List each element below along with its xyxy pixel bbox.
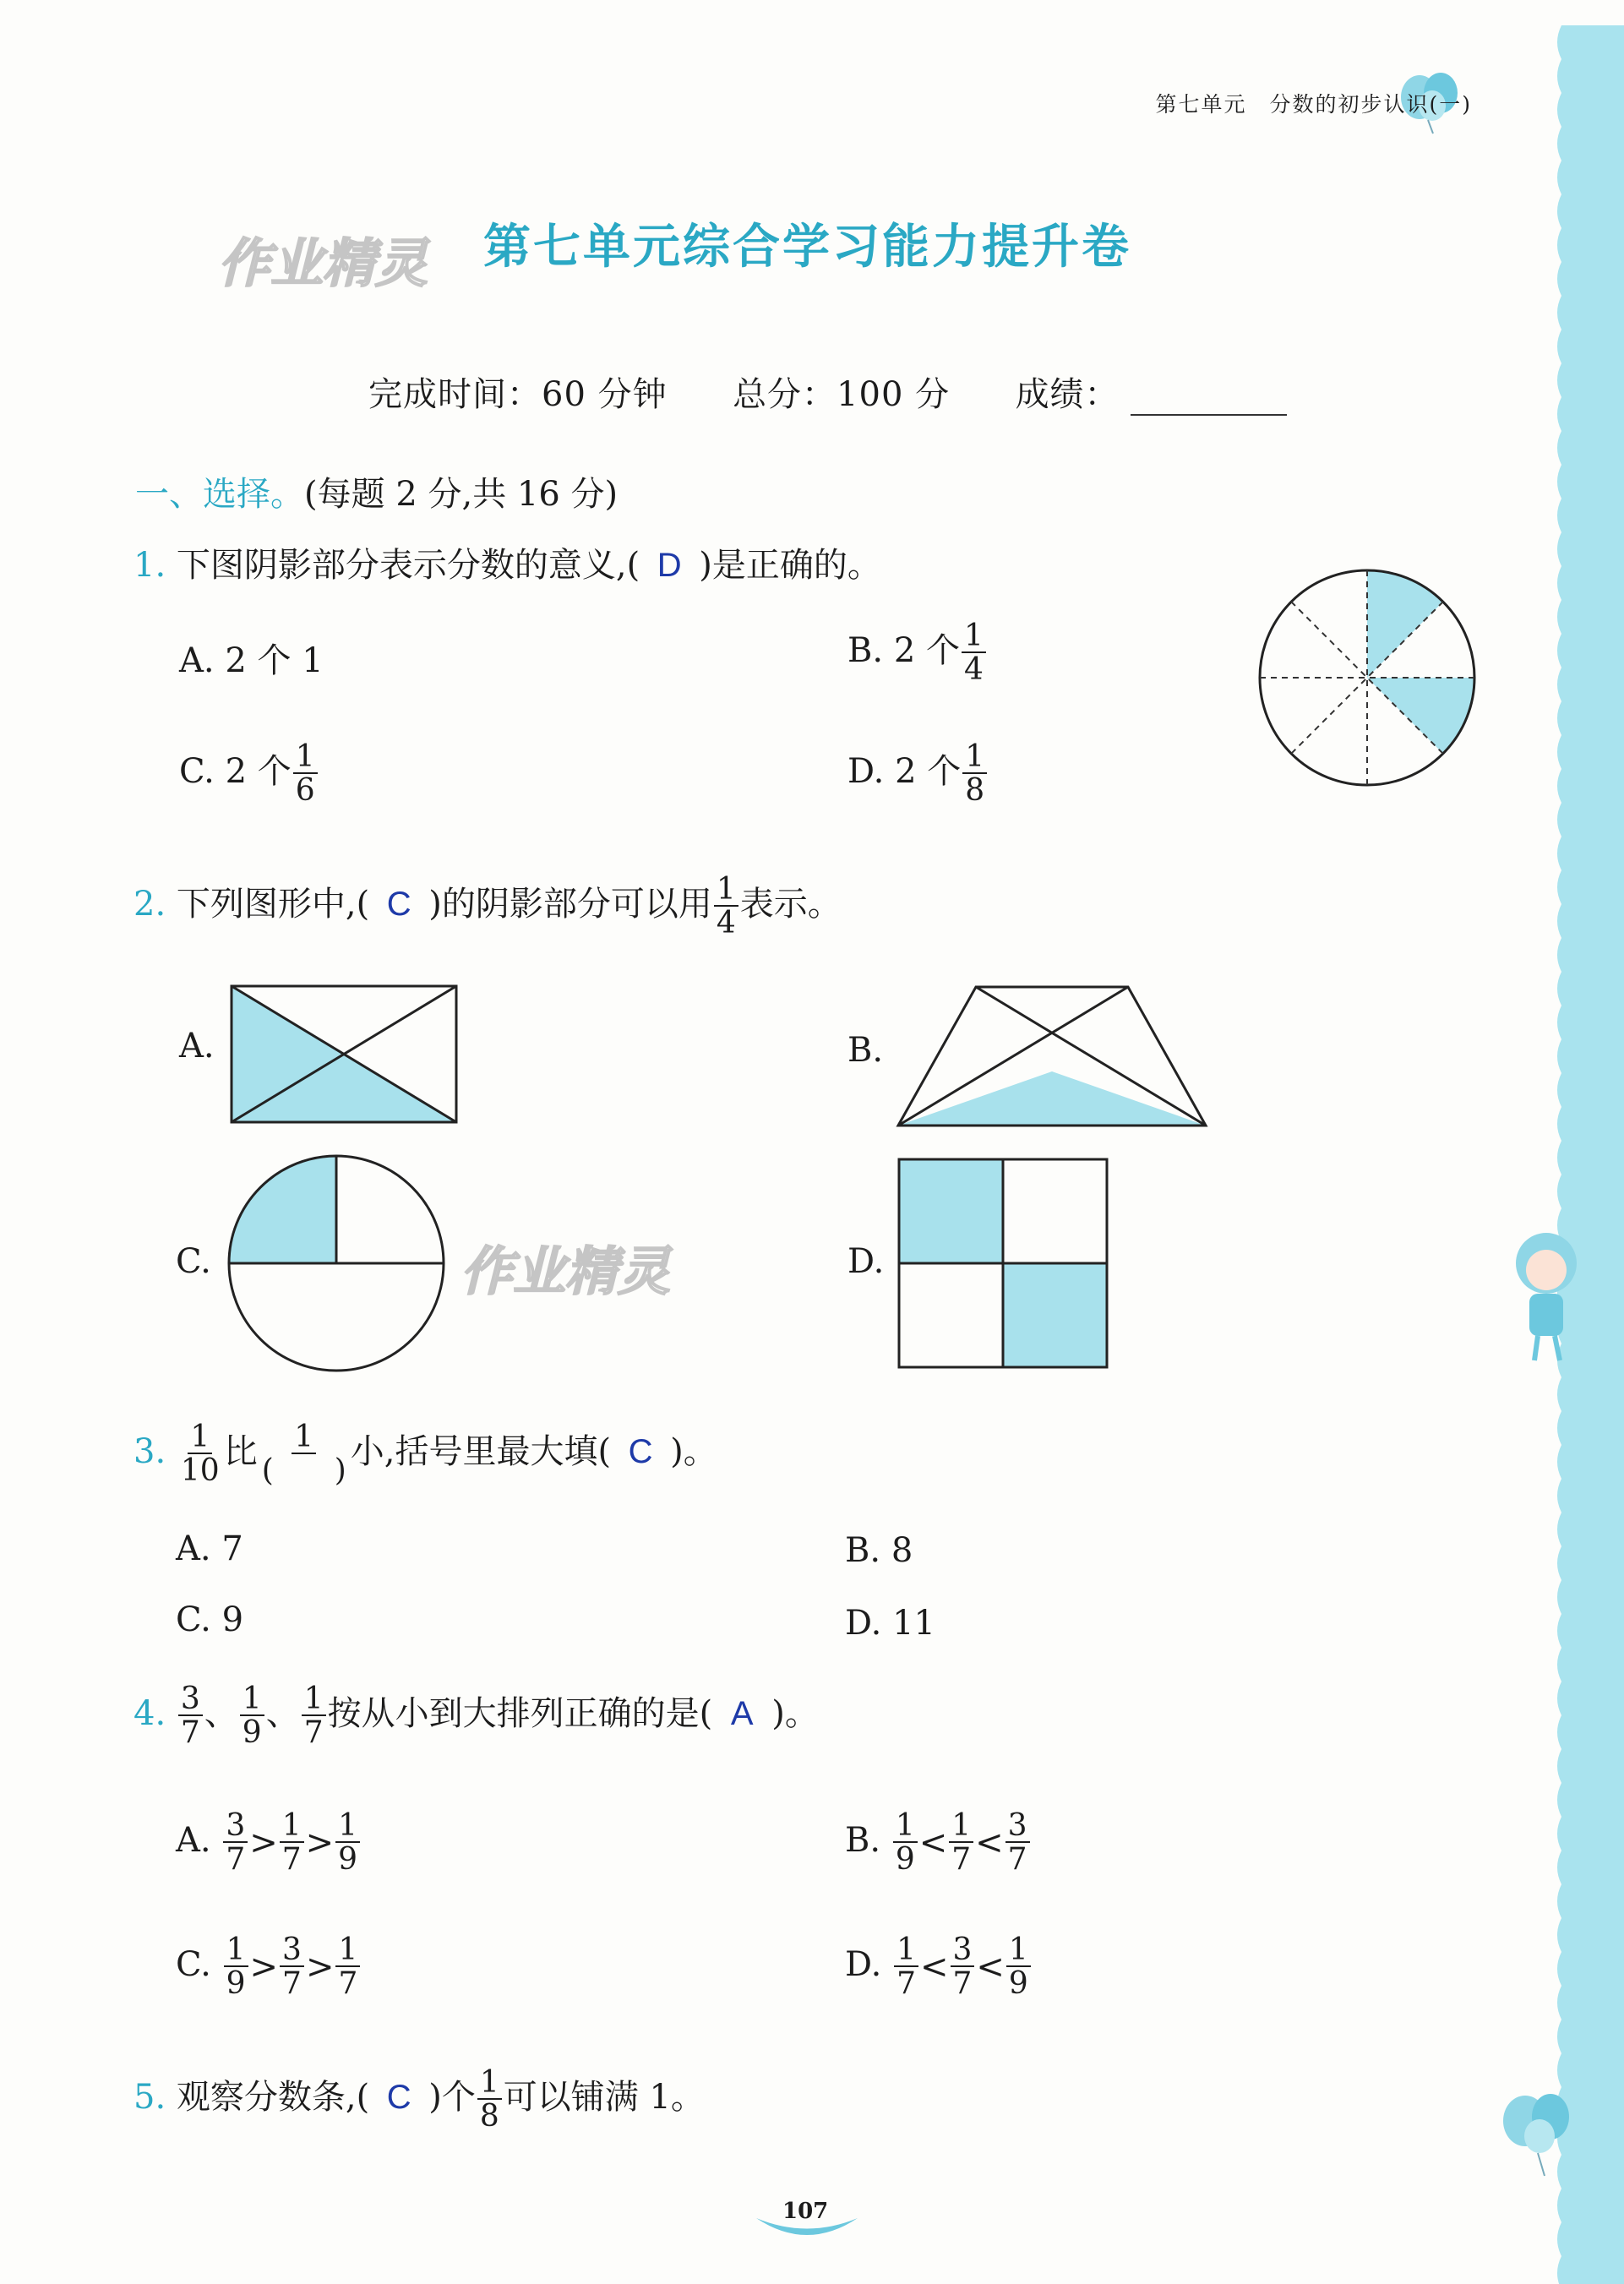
option-label: B. 2 个 (847, 631, 960, 670)
answer-blank[interactable]: C (386, 2079, 411, 2116)
option-b[interactable]: B. $\frac{1}{9}$ < $\frac{1}{7}$ < $\frac{3}{7}$ (845, 1811, 1032, 1875)
option-d[interactable]: D. 11 (845, 1604, 935, 1643)
question-text: 观察分数条,( (176, 2078, 370, 2117)
option-c[interactable]: C. 9 (176, 1600, 244, 1639)
question-4: 4. $\frac{3}{7}$ 、 $\frac{1}{9}$ 、 $\frac{1}{7}$ 按从小到大排列正确的是( A )。 (134, 1682, 819, 1750)
option-d[interactable] (847, 739, 989, 808)
watermark-logo: 作业精灵 (218, 232, 428, 294)
question-number: 1. (134, 546, 166, 585)
option-label: A. 2 个 1 (179, 641, 324, 680)
fraction: $\frac{1}{10}$ (180, 1420, 220, 1488)
answer-blank[interactable]: D (657, 547, 682, 584)
question-number: 2. (134, 885, 166, 924)
watermark-logo: 作业精灵 (460, 1240, 671, 1302)
score-label: 成绩： (1015, 375, 1120, 414)
balloon-icon (1496, 2087, 1580, 2180)
answer-blank[interactable]: A (730, 1695, 754, 1732)
question-1 (134, 538, 881, 586)
question-text: )。 (771, 1694, 819, 1733)
question-text: )个 (428, 2078, 476, 2117)
question-3 (134, 1422, 717, 1486)
score-blank[interactable] (1131, 387, 1287, 416)
square-quarters-figure[interactable] (897, 1158, 1109, 1369)
question-number: 5. (134, 2078, 166, 2117)
girl-mascot-icon (1504, 1221, 1597, 1365)
option-b[interactable]: B. 8 (845, 1531, 913, 1570)
side-decor-band (1565, 25, 1624, 2284)
question-text: 比 (223, 1432, 258, 1471)
fraction: $\frac{1}{9}$ (240, 1684, 264, 1748)
fraction: $\frac{1}{4}$ (962, 621, 986, 685)
question-text: )是正确的。 (699, 546, 881, 585)
option-c[interactable]: C. $\frac{1}{9}$ > $\frac{3}{7}$ > $\frac{1}{7}$ (176, 1935, 362, 1999)
question-number: 4. (134, 1694, 166, 1733)
section-title: 一、选择。 (135, 475, 304, 514)
figure-label-d: D. (847, 1242, 885, 1281)
fraction: $\frac{1}{8}$ (477, 2068, 502, 2132)
question-number: 3. (134, 1432, 166, 1471)
answer-blank[interactable]: C (386, 886, 411, 923)
option-label: C. 2 个 (179, 752, 292, 791)
fraction: $\frac{1}{7}$ (302, 1684, 326, 1748)
time-text: 完成时间：60 分钟 (368, 375, 668, 414)
fraction: $\frac{3}{7}$ (178, 1684, 203, 1748)
section-heading (135, 467, 618, 515)
question-text: 表示。 (739, 885, 842, 924)
fraction: $\frac{1}{8}$ (962, 742, 987, 806)
trapezoid-diagonals-figure[interactable] (896, 984, 1208, 1128)
question-text: 下图阴影部分表示分数的意义,( (176, 546, 640, 585)
question-text: 按从小到大排列正确的是( (327, 1694, 713, 1733)
option-label: D. 2 个 (847, 752, 962, 791)
page-number: 107 (782, 2199, 829, 2224)
fraction: $\frac{1}{6}$ (293, 742, 318, 806)
fraction: $\frac{1}{4}$ (714, 875, 738, 939)
option-a[interactable]: A. 7 (176, 1529, 243, 1568)
question-text: 下列图形中,( (176, 885, 370, 924)
question-text: )的阴影部分可以用 (428, 885, 712, 924)
exam-info (368, 368, 1287, 416)
circle-eighths-figure (1257, 568, 1477, 788)
answer-blank[interactable]: C (628, 1433, 653, 1470)
question-text: 可以铺满 1。 (503, 2078, 705, 2117)
option-a[interactable]: A. $\frac{3}{7}$ > $\frac{1}{7}$ > $\frac{1}{9}$ (176, 1811, 362, 1875)
unit-header: 第七单元 分数的初步认识(一) (1155, 92, 1472, 117)
figure-label-c: C. (176, 1242, 211, 1281)
option-b[interactable] (847, 621, 988, 685)
option-a[interactable] (179, 634, 324, 682)
section-note: (每题 2 分,共 16 分) (304, 475, 619, 514)
question-2 (134, 872, 842, 940)
fraction-blank[interactable]: $\frac{1}{( )}$ (261, 1420, 346, 1488)
wavy-band-edge (1551, 25, 1568, 2284)
question-text: 小,括号里最大填( (350, 1432, 612, 1471)
figure-label-b: B. (847, 1031, 884, 1070)
circle-unequal-parts-figure[interactable] (226, 1153, 446, 1373)
question-5 (134, 2065, 705, 2134)
total-text: 总分：100 分 (733, 375, 951, 414)
option-d[interactable]: D. $\frac{1}{7}$ < $\frac{3}{7}$ < $\frac{1}{9}$ (845, 1935, 1033, 1999)
figure-label-a: A. (179, 1027, 215, 1066)
page-title: 第七单元综合学习能力提升卷 (483, 220, 1131, 275)
question-text: )。 (670, 1432, 717, 1471)
option-c[interactable] (179, 739, 319, 808)
rectangle-diagonals-figure[interactable] (230, 984, 458, 1124)
